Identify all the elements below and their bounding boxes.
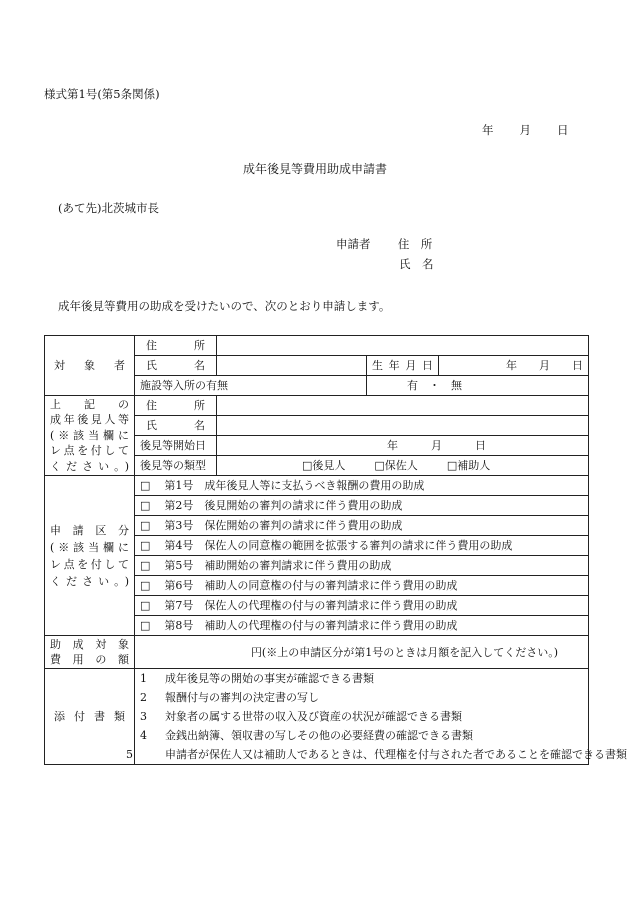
category-header: 申請区分 (※該当欄に レ点を付して ください。) (45, 476, 135, 636)
guardian-header: 上 記 の 成年後見人等 (※該当欄に レ点を付して ください。) (45, 396, 135, 476)
intro-text: 成年後見等費用の助成を受けたいので、次のとおり申請します。 (58, 299, 391, 313)
checkbox-icon[interactable]: □ (140, 599, 151, 612)
category-item[interactable]: □ 第4号 保佐人の同意権の範囲を拡張する審判の請求に伴う費用の助成 (135, 536, 589, 556)
amount-header: 助成対象 費用の額 (45, 636, 135, 669)
category-item[interactable]: □ 第6号 補助人の同意権の付与の審判請求に伴う費用の助成 (135, 576, 589, 596)
checkbox-icon[interactable]: □ (140, 479, 151, 492)
category-item[interactable]: □ 第1号 成年後見人等に支払うべき報酬の費用の助成 (135, 476, 589, 496)
category-row-1 (45, 476, 589, 496)
addressee: (あて先)北茨城市長 (58, 201, 159, 215)
amount-field[interactable]: 円(※上の申請区分が第1号のときは月額を記入してください。) (135, 636, 589, 669)
checkbox-icon[interactable]: □ (140, 619, 151, 632)
form-number: 様式第1号(第5条関係) (44, 87, 160, 101)
applicant-label: 申請者 (336, 237, 371, 251)
category-item[interactable]: □ 第2号 後見開始の審判の請求に伴う費用の助成 (135, 496, 589, 516)
guardian-start-field[interactable]: 年 月 日 (217, 436, 589, 456)
checkbox-icon[interactable]: □ (140, 519, 151, 532)
guardian-address-label: 住所 (135, 396, 217, 416)
facility-label: 施設等入所の有無 (135, 376, 367, 396)
type-option-guardian[interactable]: □後見人 (302, 459, 346, 472)
category-item[interactable]: □ 第7号 保佐人の代理権の付与の審判請求に伴う費用の助成 (135, 596, 589, 616)
attachment-item: 2 報酬付与の審判の決定書の写し (140, 691, 319, 704)
subject-address-row (45, 336, 589, 356)
guardian-name-field[interactable] (217, 416, 589, 436)
attachment-item: 3 対象者の属する世帯の収入及び資産の状況が確認できる書類 (140, 710, 462, 723)
attachments-header: 添付書類 (45, 669, 135, 765)
guardian-type-options (217, 456, 589, 476)
checkbox-icon[interactable]: □ (140, 539, 151, 552)
date-line: 年 月 日 (482, 123, 570, 137)
attachment-item: 1 成年後見等の開始の事実が確認できる書類 (140, 672, 374, 685)
birth-date-field[interactable]: 年 月 日 (439, 356, 589, 376)
checkbox-icon[interactable]: □ (140, 499, 151, 512)
subject-address-label: 住所 (135, 336, 217, 356)
amount-row (45, 636, 589, 669)
applicant-address-line (336, 236, 432, 252)
guardian-name-label: 氏名 (135, 416, 217, 436)
guardian-address-row (45, 396, 589, 416)
category-item[interactable]: □ 第8号 補助人の代理権の付与の審判請求に伴う費用の助成 (135, 616, 589, 636)
subject-header: 対象者 (45, 336, 135, 396)
attachments-list (126, 669, 627, 765)
checkbox-icon[interactable]: □ (140, 559, 151, 572)
guardian-type-label: 後見等の類型 (135, 456, 217, 476)
type-option-assistant[interactable]: □補助人 (446, 459, 491, 472)
application-form-table (44, 335, 627, 765)
birth-date-label: 生年月日 (367, 356, 439, 376)
guardian-address-field[interactable] (217, 396, 589, 416)
checkbox-icon[interactable]: □ (140, 579, 151, 592)
guardian-start-label: 後見等開始日 (135, 436, 217, 456)
page-title: 成年後見等費用助成申請書 (242, 162, 387, 176)
facility-choice[interactable]: 有 ・ 無 (367, 376, 589, 396)
subject-name-field[interactable] (217, 356, 367, 376)
attachment-item: 4 金銭出納簿、領収書の写しその他の必要経費の確認できる書類 (140, 729, 473, 742)
attachment-item: 5 申請者が保佐人又は補助人であるときは、代理権を付与された者であることを確認できる書類 (126, 748, 627, 761)
category-item[interactable]: □ 第5号 補助開始の審判請求に伴う費用の助成 (135, 556, 589, 576)
applicant-name-label: 氏 名 (399, 257, 434, 271)
applicant-address-label: 住 所 (397, 237, 433, 251)
subject-name-label: 氏名 (135, 356, 217, 376)
subject-address-field[interactable] (217, 336, 589, 356)
attachments-row (45, 669, 589, 765)
category-item[interactable]: □ 第3号 保佐開始の審判の請求に伴う費用の助成 (135, 516, 589, 536)
type-option-curator[interactable]: □保佐人 (374, 459, 418, 472)
